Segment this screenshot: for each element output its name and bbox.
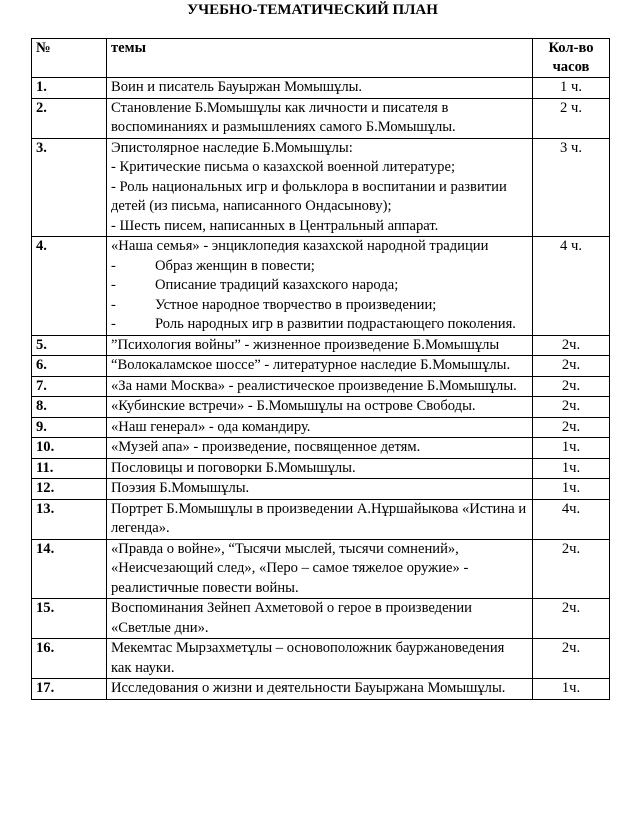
- row-number: 5.: [32, 335, 107, 356]
- row-theme: [107, 458, 533, 479]
- theme-line: «За нами Москва» - реалистическое произведение Б.Момышұлы.: [111, 377, 517, 394]
- row-number: 17.: [32, 679, 107, 700]
- row-hours: 1ч.: [533, 679, 610, 700]
- row-number: 11.: [32, 458, 107, 479]
- row-hours: 2ч.: [533, 599, 610, 639]
- table-row: [32, 356, 610, 377]
- row-theme: [107, 376, 533, 397]
- row-number: 3.: [32, 138, 107, 237]
- row-theme: [107, 539, 533, 599]
- table-row: [32, 438, 610, 459]
- bullet-text: Образ женщин в повести;: [155, 257, 315, 274]
- row-theme: [107, 98, 533, 138]
- table-row: [32, 417, 610, 438]
- table-row: [32, 458, 610, 479]
- theme-line: «Музей апа» - произведение, посвященное детям.: [111, 439, 421, 455]
- table-row: [32, 376, 610, 397]
- row-hours: 3 ч.: [533, 138, 610, 237]
- table-row: [32, 237, 610, 336]
- row-number: 7.: [32, 376, 107, 397]
- header-num: №: [32, 39, 107, 78]
- row-hours: 2ч.: [533, 539, 610, 599]
- theme-line: Портрет Б.Момышұлы в произведении А.Нұршайыкова «Истина и легенда».: [111, 500, 527, 536]
- theme-line: Пословицы и поговорки Б.Момышұлы.: [111, 459, 356, 476]
- theme-line: «Кубинские встречи» - Б.Момышұлы на острове Свободы.: [111, 398, 476, 414]
- row-theme: [107, 335, 533, 356]
- bullet-dash: -: [111, 277, 116, 293]
- bullet-dash: -: [111, 316, 116, 332]
- row-number: 13.: [32, 499, 107, 539]
- row-number: 6.: [32, 356, 107, 377]
- row-number: 12.: [32, 479, 107, 500]
- header-hours: [533, 39, 610, 78]
- table-row: [32, 639, 610, 679]
- row-theme: [107, 397, 533, 418]
- theme-line: «Наш генерал» - ода командиру.: [111, 418, 311, 435]
- row-number: 10.: [32, 438, 107, 459]
- theme-intro: «Наша семья» - энциклопедия казахской народной традиции: [111, 238, 489, 254]
- theme-line: “Волокаламское шоссе” - литературное наследие Б.Момышұлы.: [111, 357, 511, 373]
- theme-line: Воспоминания Зейнеп Ахметовой о герое в произведении «Светлые дни».: [111, 600, 472, 636]
- theme-bullet-item: [111, 257, 528, 277]
- row-theme: [107, 237, 533, 336]
- row-hours: 4ч.: [533, 499, 610, 539]
- theme-line: - Роль национальных игр и фольклора в воспитании и развитии детей (из письма, написанного Ондасынову);: [111, 178, 507, 214]
- theme-bullet-item: [111, 296, 528, 316]
- row-hours: 2ч.: [533, 356, 610, 377]
- theme-line: - Критические письма о казахской военной литературе;: [111, 159, 455, 175]
- row-theme: [107, 679, 533, 700]
- row-theme: [107, 78, 533, 99]
- theme-bullet-item: [111, 276, 528, 296]
- table-row: [32, 397, 610, 418]
- row-theme: [107, 438, 533, 459]
- bullet-dash: -: [111, 257, 116, 274]
- theme-line: Поэзия Б.Момышұлы.: [111, 480, 250, 496]
- row-number: 14.: [32, 539, 107, 599]
- theme-line: Становление Б.Момышұлы как личности и писателя в воспоминаниях и размышлениях самого Б.Момышұлы.: [111, 99, 456, 135]
- theme-line: Мекемтас Мырзахметұлы – основоположник бауржановедения как науки.: [111, 640, 505, 676]
- row-hours: 2ч.: [533, 397, 610, 418]
- row-number: 15.: [32, 599, 107, 639]
- row-theme: [107, 138, 533, 237]
- table-row: [32, 335, 610, 356]
- table-header-row: [32, 39, 610, 78]
- table-row: [32, 599, 610, 639]
- row-hours: 1ч.: [533, 458, 610, 479]
- row-theme: [107, 639, 533, 679]
- table-row: [32, 138, 610, 237]
- row-hours: 4 ч.: [533, 237, 610, 336]
- row-theme: [107, 479, 533, 500]
- row-theme: [107, 599, 533, 639]
- theme-bullet-item: [111, 315, 528, 335]
- table-row: [32, 679, 610, 700]
- row-hours: 2ч.: [533, 417, 610, 438]
- header-hours-line-2: часов: [552, 59, 590, 75]
- row-hours: 2ч.: [533, 639, 610, 679]
- row-hours: 1ч.: [533, 438, 610, 459]
- row-theme: [107, 499, 533, 539]
- theme-line: - Шесть писем, написанных в Центральный аппарат.: [111, 217, 439, 234]
- theme-line: «Правда о войне», “Тысячи мыслей, тысячи сомнений», «Неисчезающий след», «Перо – самое тяжелое оружие» - реалистичные повести войны.: [111, 540, 469, 596]
- row-hours: 1 ч.: [533, 78, 610, 99]
- row-number: 1.: [32, 78, 107, 99]
- header-hours-line-1: Кол-во: [548, 40, 594, 56]
- row-number: 2.: [32, 98, 107, 138]
- row-hours: 2ч.: [533, 335, 610, 356]
- row-number: 9.: [32, 417, 107, 438]
- row-theme: [107, 356, 533, 377]
- row-hours: 2ч.: [533, 376, 610, 397]
- page-title: УЧЕБНО-ТЕМАТИЧЕСКИЙ ПЛАН: [187, 2, 438, 18]
- table-row: [32, 539, 610, 599]
- header-theme: темы: [107, 39, 533, 78]
- table-row: [32, 98, 610, 138]
- row-theme: [107, 417, 533, 438]
- theme-line: Эпистолярное наследие Б.Момышұлы:: [111, 139, 353, 156]
- bullet-text: Описание традиций казахского народа;: [155, 277, 399, 293]
- row-number: 8.: [32, 397, 107, 418]
- table-row: [32, 499, 610, 539]
- curriculum-table: [31, 38, 610, 700]
- bullet-text: Роль народных игр в развитии подрастающего поколения.: [155, 316, 516, 332]
- table-row: [32, 78, 610, 99]
- row-hours: 1ч.: [533, 479, 610, 500]
- row-number: 16.: [32, 639, 107, 679]
- row-number: 4.: [32, 237, 107, 336]
- table-row: [32, 479, 610, 500]
- row-hours: 2 ч.: [533, 98, 610, 138]
- bullet-dash: -: [111, 296, 116, 313]
- table-body: [32, 78, 610, 700]
- theme-line: Воин и писатель Бауыржан Момышұлы.: [111, 79, 363, 95]
- bullet-text: Устное народное творчество в произведении;: [155, 296, 437, 313]
- theme-line: Исследования о жизни и деятельности Бауыржана Момышұлы.: [111, 680, 506, 696]
- theme-line: ”Психология войны” - жизненное произведение Б.Момышұлы: [111, 336, 500, 353]
